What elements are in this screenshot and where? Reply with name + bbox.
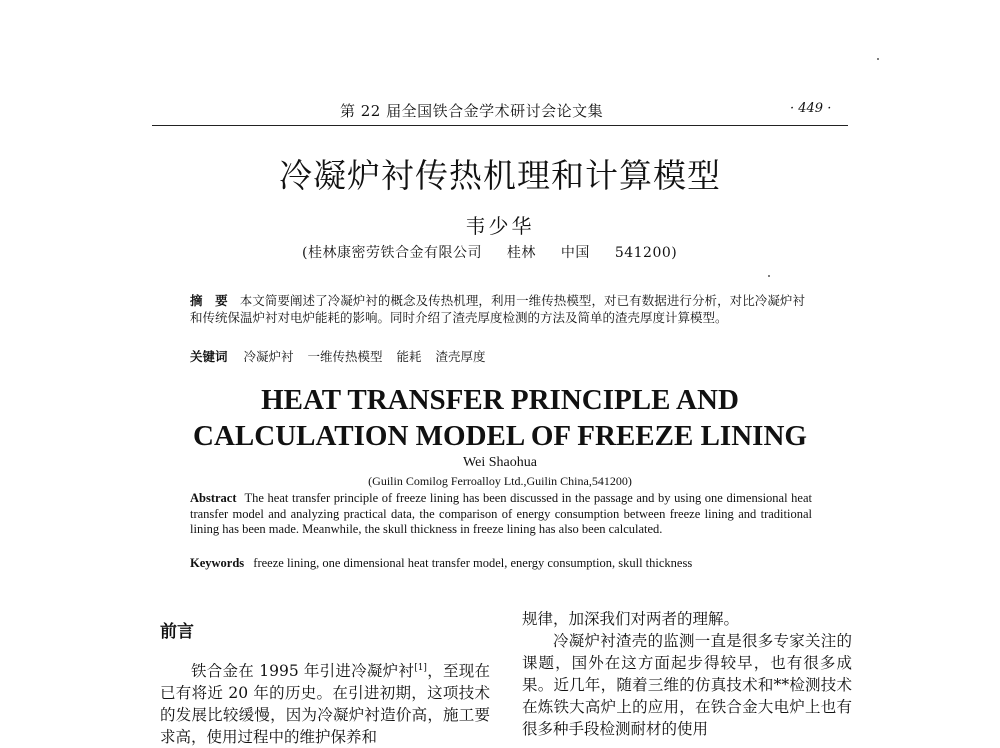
affiliation-org: (桂林康密劳铁合金有限公司 xyxy=(302,245,482,261)
chinese-keywords xyxy=(190,347,496,365)
chinese-title: 冷凝炉衬传热机理和计算模型 xyxy=(279,156,721,195)
chinese-abstract-label: 摘 要 xyxy=(190,293,228,308)
english-abstract xyxy=(190,491,812,538)
chinese-keyword: 能耗 xyxy=(396,349,422,364)
english-title-line2: CALCULATION MODEL OF FREEZE LINING xyxy=(193,420,807,452)
english-keywords xyxy=(190,556,692,571)
scan-speck xyxy=(877,58,879,60)
body-paragraph: 规律，加深我们对两者的理解。 xyxy=(522,610,740,628)
section-heading-preface: 前言 xyxy=(160,622,194,642)
english-affiliation: (Guilin Comilog Ferroalloy Ltd.,Guilin China,541200) xyxy=(368,474,632,488)
body-text: ，至现在已有将近 20 年的历史。在引进初期，这项技术的发展比较缓慢，因为冷凝炉衬造价高，施工要求高，使用过程中的维护保养和 xyxy=(160,662,490,747)
chinese-keywords-label: 关键词 xyxy=(190,349,228,364)
english-keywords-text: freeze lining, one dimensional heat transfer model, energy consumption, skull thickness xyxy=(253,556,693,570)
chinese-author: 韦少华 xyxy=(465,214,535,238)
chinese-keyword: 渣壳厚度 xyxy=(435,349,486,364)
body-text: 铁合金在 1995 年引进冷凝炉衬 xyxy=(191,662,415,681)
scan-speck xyxy=(768,275,770,277)
affiliation-postcode: 541200) xyxy=(614,245,678,261)
affiliation-country: 中国 xyxy=(560,245,590,261)
citation-marker: [1] xyxy=(414,663,427,673)
english-author: Wei Shaohua xyxy=(463,455,537,470)
english-abstract-text: The heat transfer principle of freeze lining has been discussed in the passage and by using one dimensional heat transfer model and analyzing practical data, the comparison of energy consumption between freeze lining and traditional lining has been made. Meanwhile, the skull thickness in freeze lining has also been calculated. xyxy=(190,491,812,536)
chinese-affiliation xyxy=(302,242,697,262)
english-title-line1: HEAT TRANSFER PRINCIPLE AND xyxy=(261,384,739,416)
running-header-title: 第 22 届全国铁合金学术研讨会论文集 xyxy=(340,102,604,120)
affiliation-city: 桂林 xyxy=(506,245,536,261)
page-number: · 449 · xyxy=(790,101,832,116)
chinese-abstract-text: 本文简要阐述了冷凝炉衬的概念及传热机理，利用一维传热模型，对已有数据进行分析，对比冷凝炉衬和传统保温炉衬对电炉能耗的影响。同时介绍了渣壳厚度检测的方法及简单的渣壳厚度计算模型。 xyxy=(190,293,805,325)
header-rule xyxy=(152,125,848,126)
body-paragraph xyxy=(160,657,490,748)
body-column-right xyxy=(522,608,852,740)
chinese-abstract xyxy=(190,292,805,326)
english-keywords-label: Keywords xyxy=(190,556,245,570)
chinese-keyword: 一维传热模型 xyxy=(307,349,383,364)
english-abstract-label: Abstract xyxy=(190,491,237,505)
body-column-left xyxy=(160,657,490,748)
body-paragraph: 冷凝炉衬渣壳的监测一直是很多专家关注的课题，国外在这方面起步得较早，也有很多成果。近几年，随着三维的仿真技术和**检测技术在炼铁大高炉上的应用，在铁合金大电炉上也有很多种手段检测耐材的使用 xyxy=(522,632,852,738)
chinese-keyword: 冷凝炉衬 xyxy=(243,349,294,364)
